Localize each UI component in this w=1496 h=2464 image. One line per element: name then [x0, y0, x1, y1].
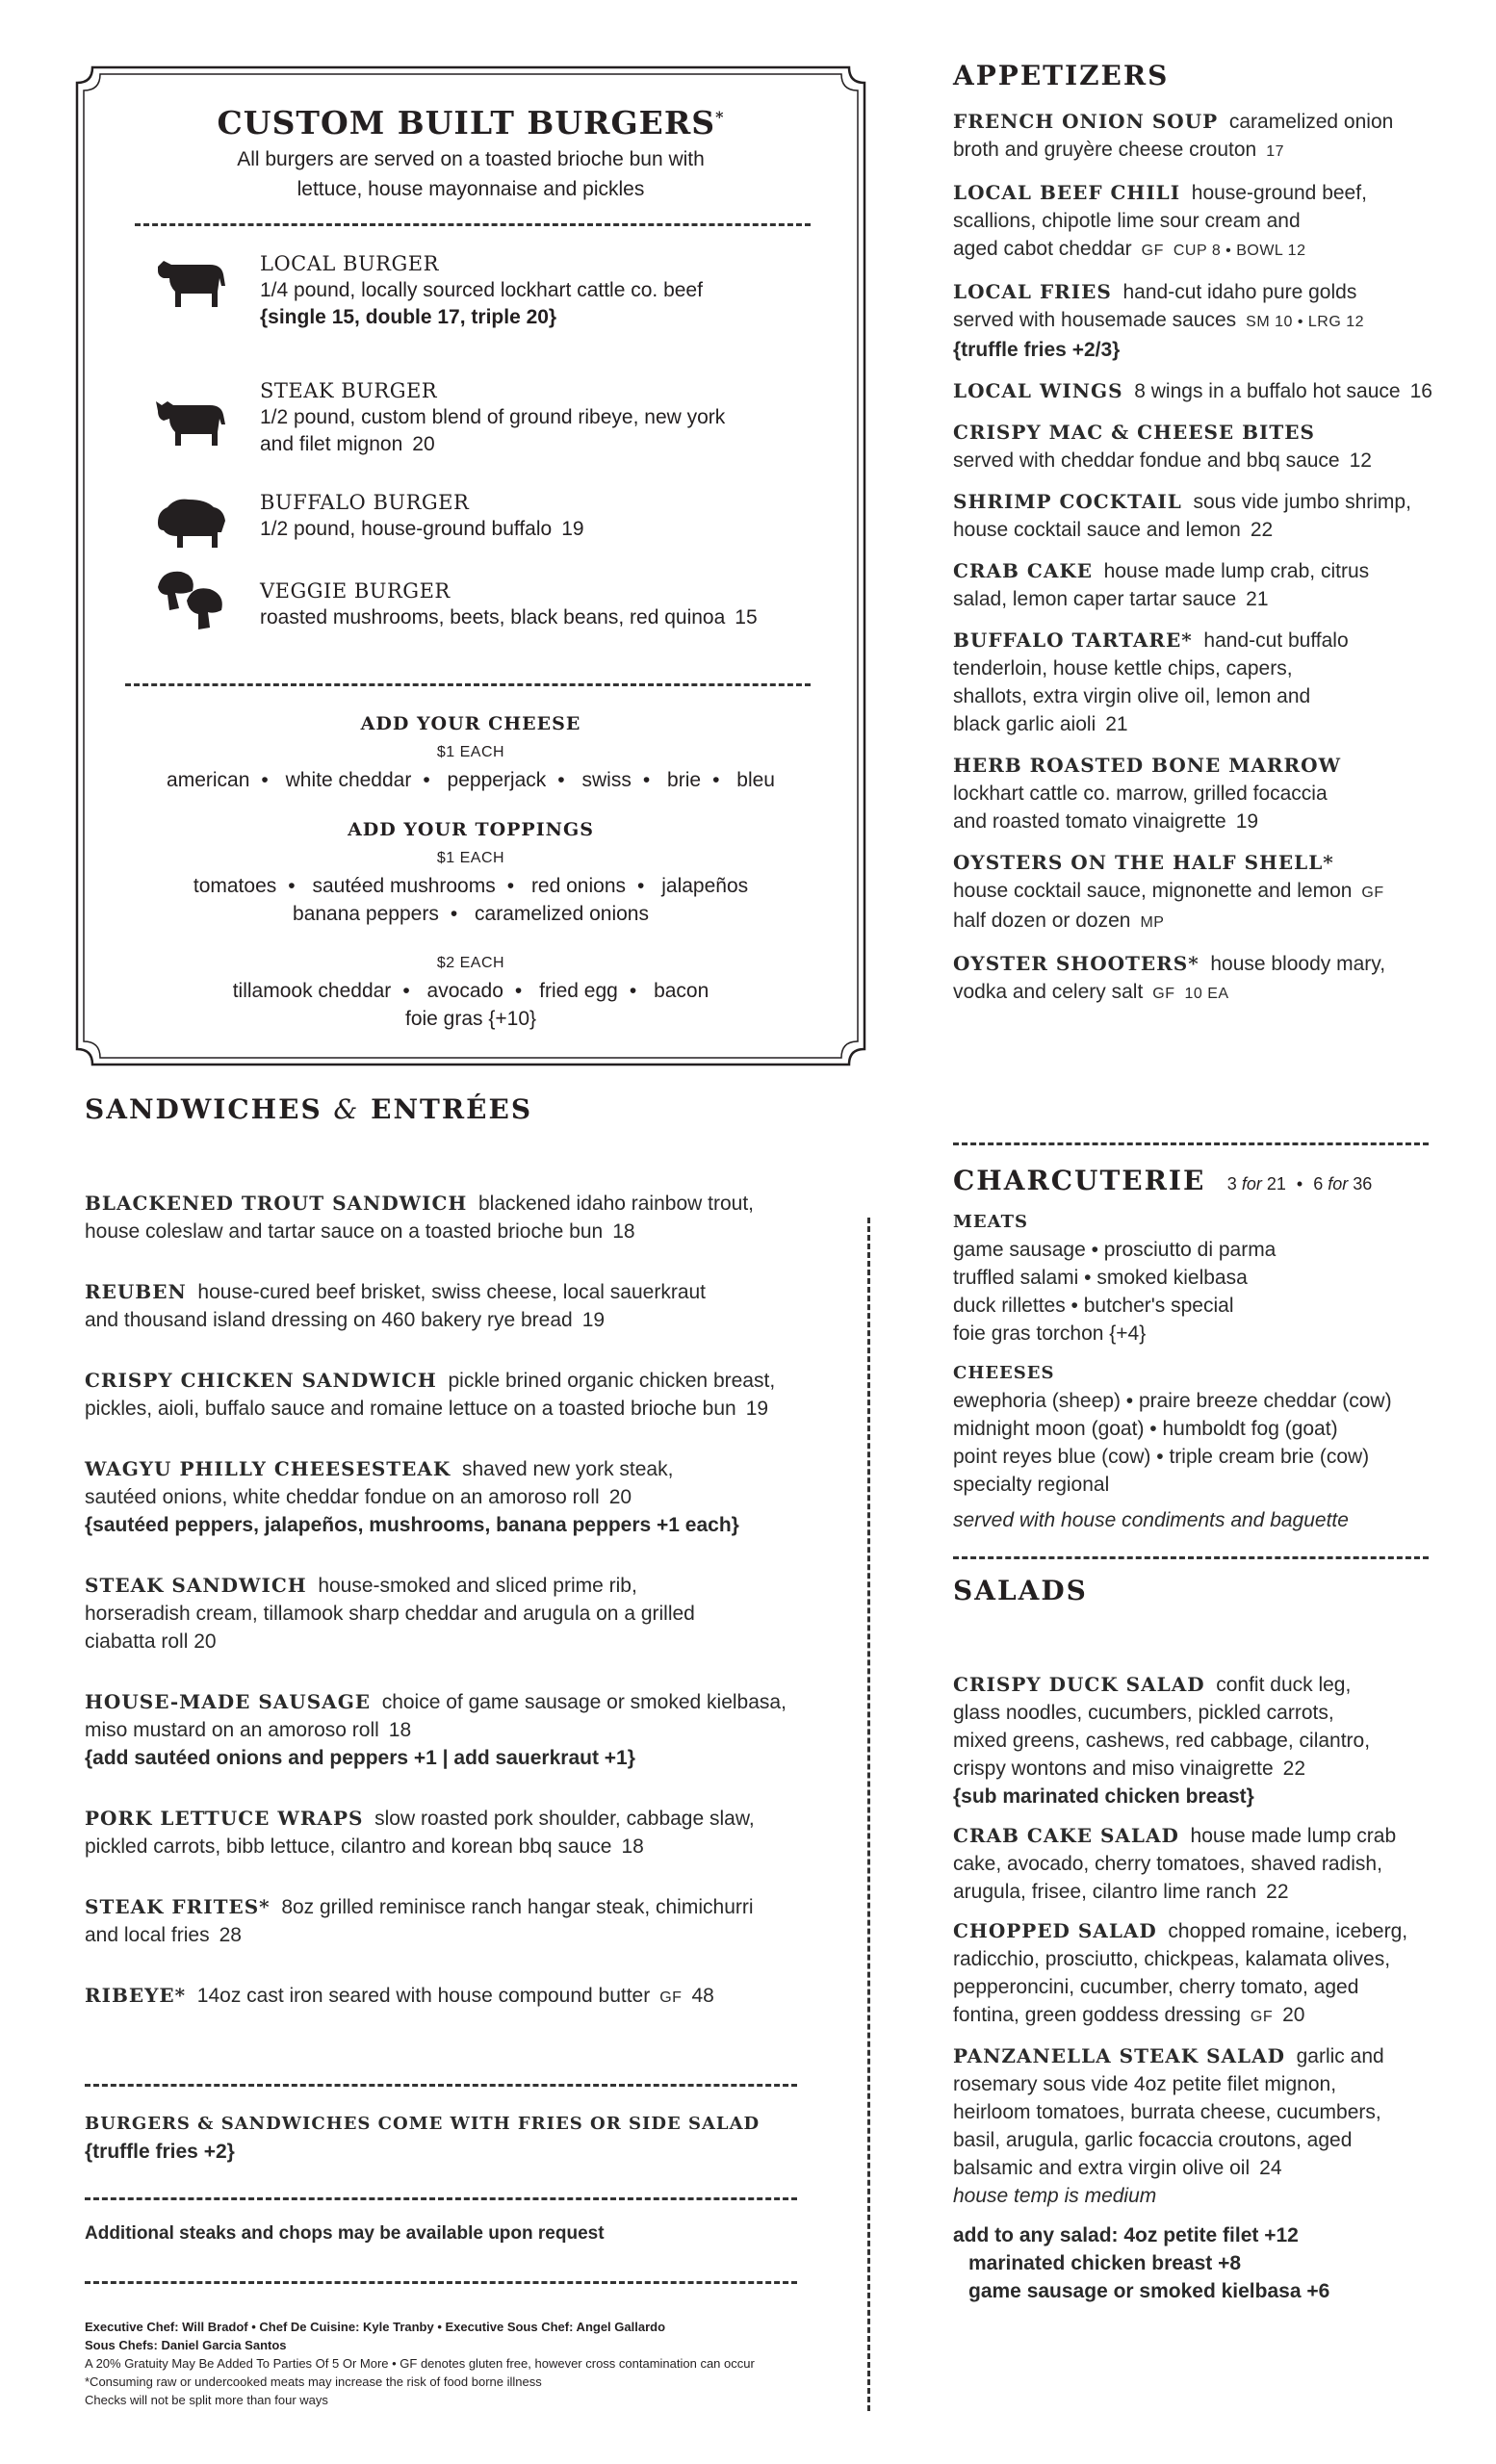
menu-item: STEAK SANDWICH house-smoked and sliced prime rib, horseradish cream, tillamook sharp cheddar and arugula on a grilled ciabatta roll 20	[85, 1574, 695, 1653]
menu-item: HOUSE-MADE SAUSAGE choice of game sausage or smoked kielbasa, miso mustard on an amoroso roll 18 {add sautéed onions and peppers +1 | add sauerkraut +1}	[85, 1690, 787, 1769]
divider	[85, 2084, 797, 2087]
menu-item: WAGYU PHILLY CHEESESTEAK shaved new york steak, sautéed onions, white cheddar fondue on an amoroso roll 20 {sautéed peppers, jalapeños, mushrooms, banana peppers +1 each}	[85, 1457, 739, 1536]
steaks-note: Additional steaks and chops may be available upon request	[85, 2223, 605, 2244]
menu-item: CHOPPED SALAD chopped romaine, iceberg, radicchio, prosciutto, chickpeas, kalamata olives, pepperoncini, cucumber, cherry tomato, aged fontina, green goddess dressing GF 20	[953, 1919, 1408, 2026]
cow-icon	[154, 248, 231, 316]
appetizers-list	[953, 108, 1454, 1008]
menu-item: BUFFALO TARTARE* hand-cut buffalo tenderloin, house kettle chips, capers, shallots, extra virgin olive oil, lemon and black garlic aioli 21	[953, 629, 1349, 735]
column-divider	[867, 1218, 870, 2411]
burger-item-buffalo: BUFFALO BURGER 1/2 pound, house-ground buffalo 19	[260, 491, 584, 540]
burger-item-veggie: VEGGIE BURGER roasted mushrooms, beets, black beans, red quinoa 15	[260, 579, 758, 629]
menu-item: BLACKENED TROUT SANDWICH blackened idaho rainbow trout, house coleslaw and tartar sauce on a toasted brioche bun 18	[85, 1192, 754, 1243]
entrees-list	[85, 1190, 816, 2012]
menu-item: OYSTERS ON THE HALF SHELL* house cocktail sauce, mignonette and lemon GF half dozen or dozen MP	[953, 851, 1384, 932]
entrees-heading: SANDWICHES & ENTRÉES	[85, 1093, 533, 1125]
menu-item: RIBEYE* 14oz cast iron seared with house compound butter GF 48	[85, 1984, 714, 2007]
menu-item: LOCAL WINGS 8 wings in a buffalo hot sauce 16	[953, 379, 1432, 402]
add-toppings-section: ADD YOUR TOPPINGS $1 EACH tomatoes • sautéed mushrooms • red onions • jalapeños banana peppers • caramelized onions $2 EACH tillamook cheddar • avocado • fried egg • bacon foie gras {+10}	[96, 816, 845, 1033]
divider	[953, 1142, 1429, 1145]
menu-item: SHRIMP COCKTAIL sous vide jumbo shrimp, house cocktail sauce and lemon 22	[953, 490, 1411, 541]
burgers-title: CUSTOM BUILT BURGERS*	[217, 104, 725, 141]
burger-item-steak: STEAK BURGER 1/2 pound, custom blend of ground ribeye, new york and filet mignon 20	[260, 379, 726, 455]
menu-item: CRISPY CHICKEN SANDWICH pickle brined organic chicken breast, pickles, aioli, buffalo sauce and romaine lettuce on a toasted brioche bun 19	[85, 1369, 776, 1420]
appetizers-heading: APPETIZERS	[953, 60, 1170, 91]
menu-item: STEAK FRITES* 8oz grilled reminisce ranch hangar steak, chimichurri and local fries 28	[85, 1895, 754, 1946]
charcuterie-section: CHARCUTERIE 3 for 21 • 6 for 36 MEATS game sausage • prosciutto di parma truffled salami • smoked kielbasa duck rillettes • butcher's special foie gras torchon {+4} CHEESES ewephoria (sheep) • praire breeze cheddar (cow) midnight moon (goat) • humboldt fog (goat) point reyes blue (cow) • triple cream brie (cow) specialty regional served with house condiments and baguette	[953, 1165, 1392, 1531]
salads-heading: SALADS	[953, 1575, 1088, 1606]
add-cheese-section: ADD YOUR CHEESE $1 EACH american • white cheddar • pepperjack • swiss • brie • bleu	[96, 710, 845, 794]
bull-icon	[154, 387, 231, 454]
menu-item: LOCAL BEEF CHILI house-ground beef, scallions, chipotle lime sour cream and aged cabot cheddar GF CUP 8 • BOWL 12	[953, 181, 1367, 260]
menu-item: CRISPY MAC & CHEESE BITES served with cheddar fondue and bbq sauce 12	[953, 421, 1372, 472]
menu-item: CRISPY DUCK SALAD confit duck leg, glass noodles, cucumbers, pickled carrots, mixed greens, cashews, red cabbage, cilantro, crispy wontons and miso vinaigrette 22 {sub marinated chicken breast}	[953, 1673, 1371, 1808]
menu-item: HERB ROASTED BONE MARROW lockhart cattle co. marrow, grilled focaccia and roasted tomato vinaigrette 19	[953, 754, 1342, 833]
salad-addons: add to any salad: 4oz petite filet +12 marinated chicken breast +8 game sausage or smoked kielbasa +6	[953, 2224, 1330, 2302]
mushroom-icon	[154, 566, 231, 633]
divider	[135, 223, 811, 226]
menu-item: LOCAL FRIES hand-cut idaho pure golds served with housemade sauces SM 10 • LRG 12 {truffle fries +2/3}	[953, 280, 1365, 361]
divider	[953, 1556, 1429, 1559]
divider	[85, 2197, 797, 2200]
divider	[85, 2281, 797, 2284]
menu-item: CRAB CAKE SALAD house made lump crab cake, avocado, cherry tomatoes, shaved radish, arugula, frisee, cilantro lime ranch 22	[953, 1824, 1397, 1903]
menu-item: FRENCH ONION SOUP caramelized onion broth and gruyère cheese crouton 17	[953, 110, 1394, 161]
sides-note: BURGERS & SANDWICHES COME WITH FRIES OR SIDE SALAD {truffle fries +2}	[85, 2114, 761, 2163]
menu-item: CRAB CAKE house made lump crab, citrus salad, lemon caper tartar sauce 21	[953, 559, 1370, 610]
salads-list	[953, 1671, 1454, 2305]
footer: Executive Chef: Will Bradof • Chef De Cuisine: Kyle Tranby • Executive Sous Chef: Angel Gallardo Sous Chefs: Daniel Garcia Santos A 20% Gratuity May Be Added To Parties Of 5 Or More • GF denotes gluten free, however cross contamination can occur *Consuming raw or undercooked meats may increase the risk of food borne illness Checks will not be split more than four ways	[85, 2320, 755, 2407]
divider	[125, 683, 811, 686]
burger-item-local: LOCAL BURGER 1/4 pound, locally sourced lockhart cattle co. beef {single 15, double 17, triple 20}	[260, 252, 703, 328]
menu-item: REUBEN house-cured beef brisket, swiss cheese, local sauerkraut and thousand island dressing on 460 bakery rye bread 19	[85, 1280, 707, 1331]
burgers-subtitle: All burgers are served on a toasted brioche bun with lettuce, house mayonnaise and pickles	[237, 148, 705, 200]
buffalo-icon	[154, 489, 231, 556]
menu-item: OYSTER SHOOTERS* house bloody mary, vodka and celery salt GF 10 EA	[953, 952, 1386, 1003]
menu-item: PANZANELLA STEAK SALAD garlic and rosemary sous vide 4oz petite filet mignon, heirloom tomatoes, burrata cheese, cucumbers, basil, arugula, garlic focaccia croutons, aged balsamic and extra virgin olive oil 24 house temp is medium	[953, 2044, 1384, 2207]
menu-item: PORK LETTUCE WRAPS slow roasted pork shoulder, cabbage slaw, pickled carrots, bibb lettuce, cilantro and korean bbq sauce 18	[85, 1807, 755, 1858]
